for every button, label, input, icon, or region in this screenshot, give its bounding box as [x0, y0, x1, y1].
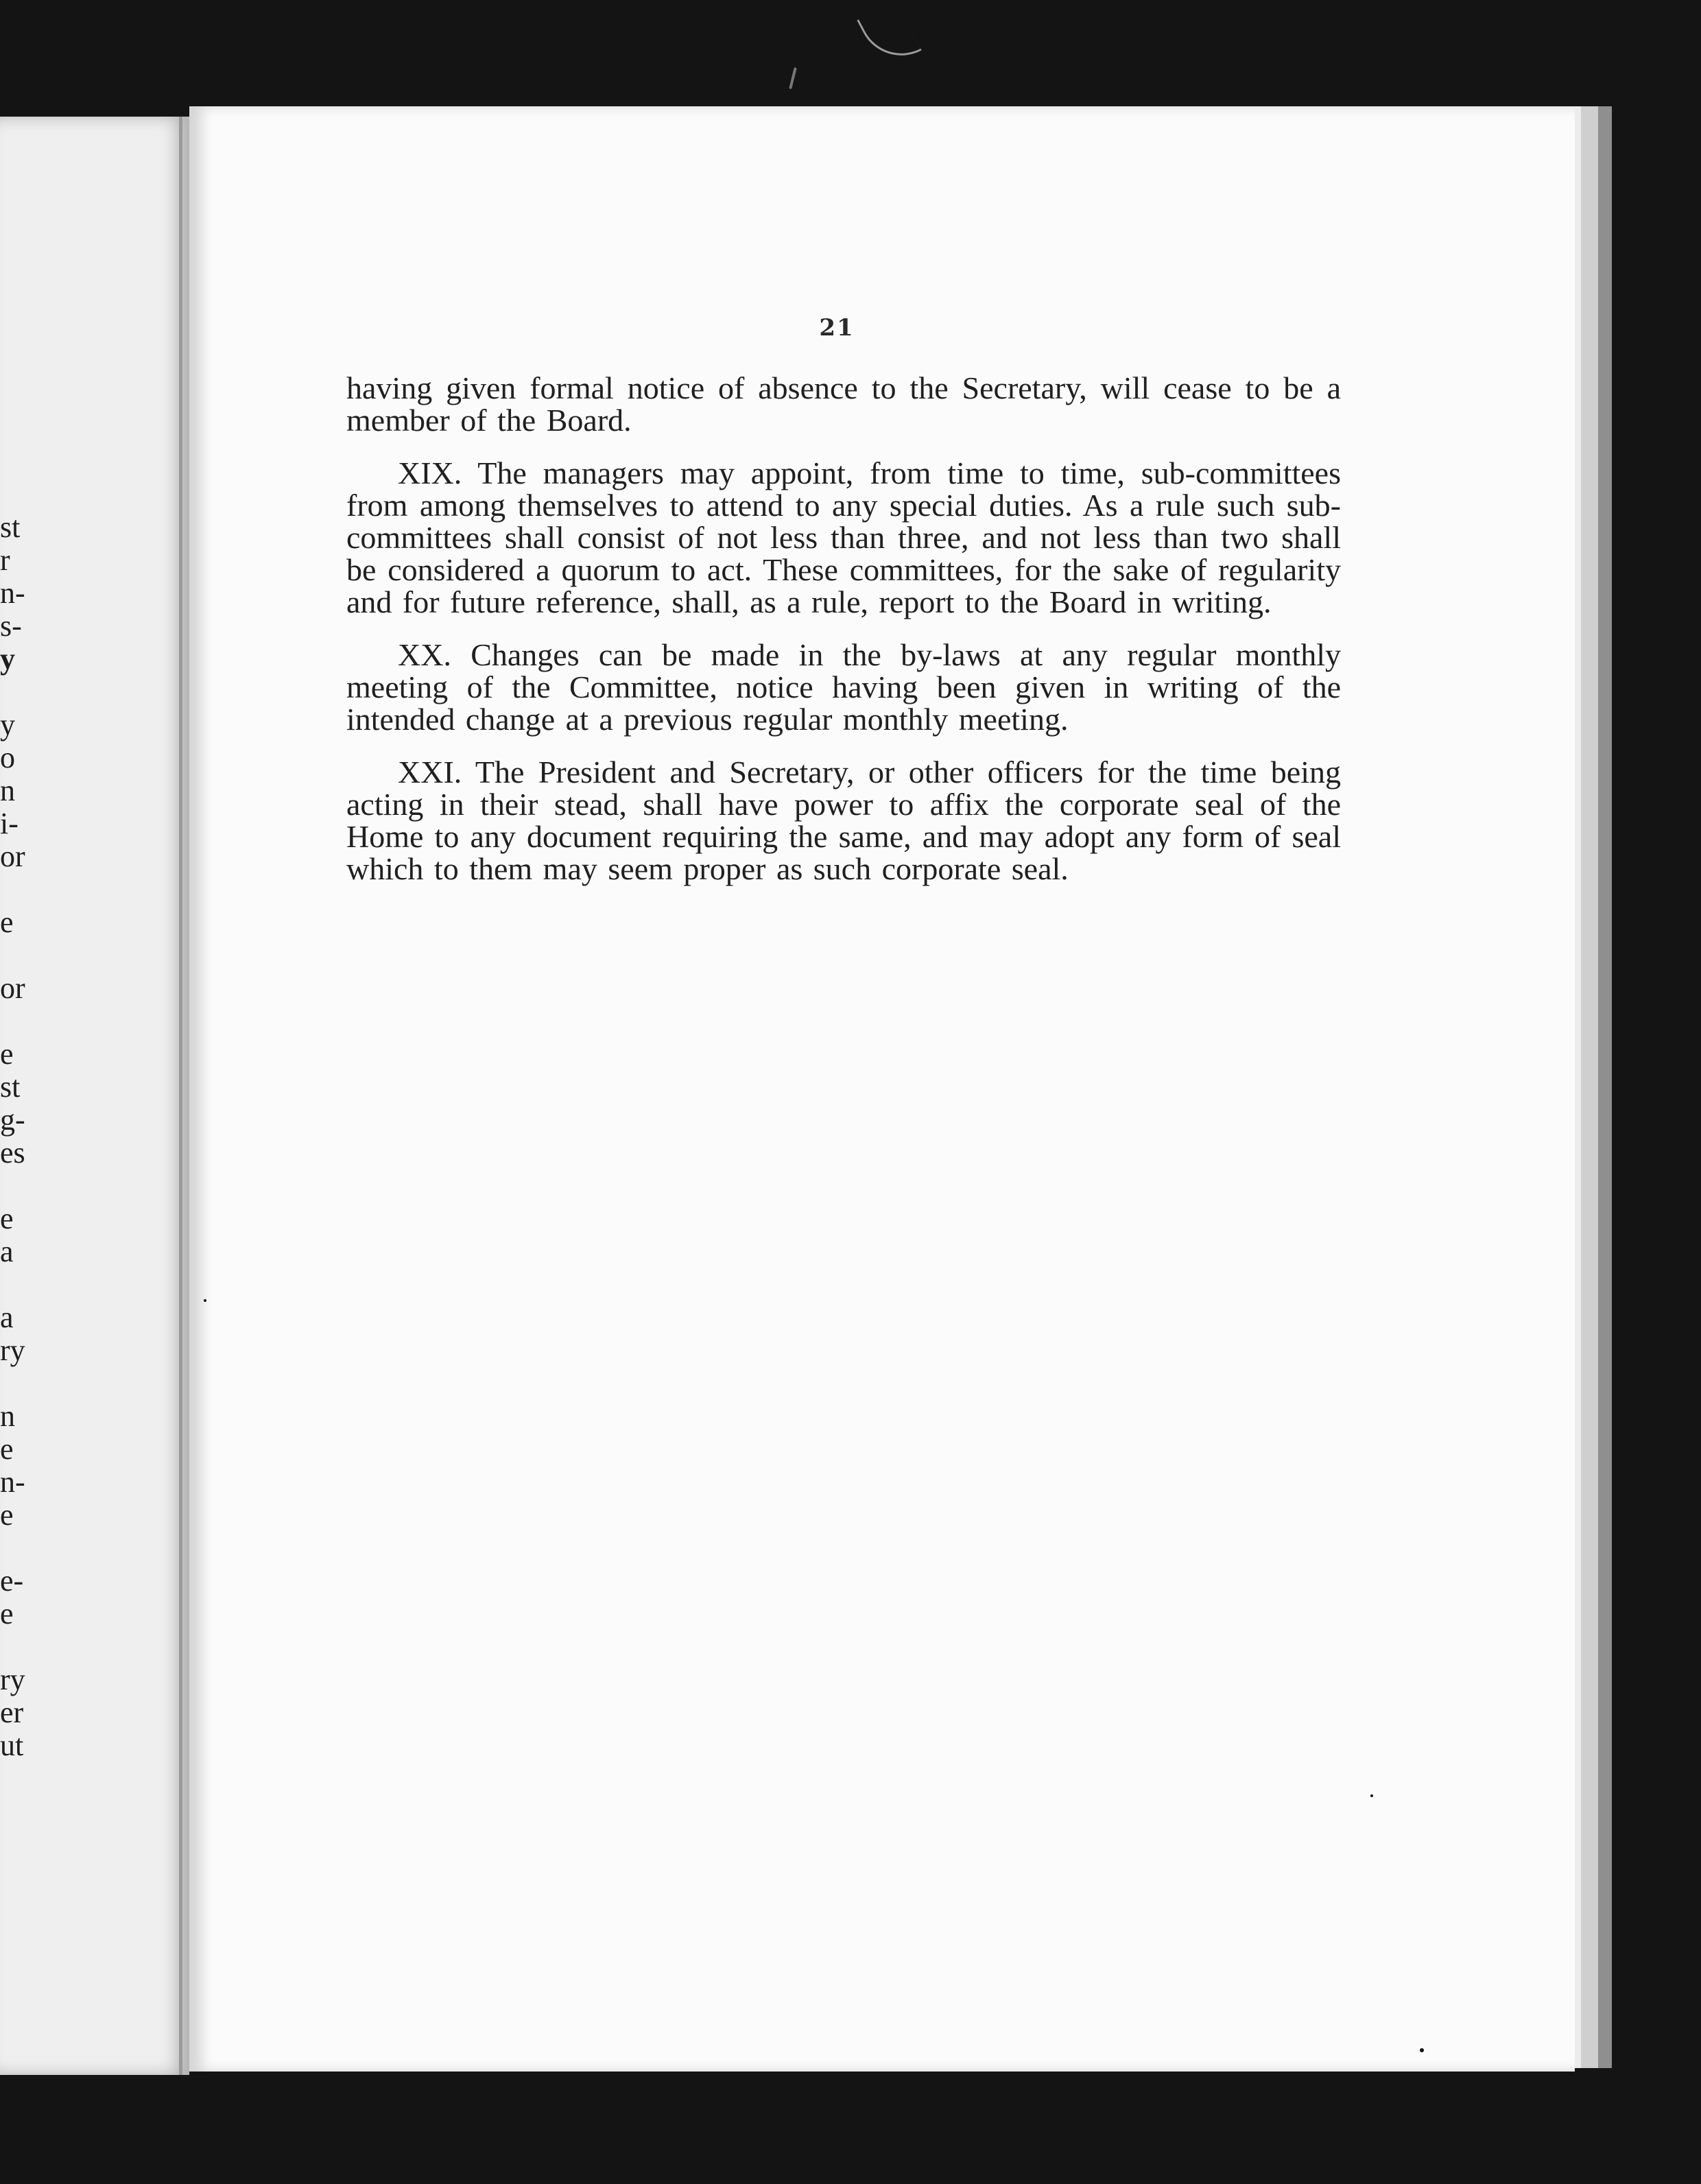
left-page-gutter-line	[179, 117, 182, 2075]
left-fragment-line: y	[0, 642, 15, 676]
left-fragment-line	[0, 873, 69, 906]
page-body-text	[346, 372, 1341, 905]
left-fragment-line: ry	[0, 1333, 25, 1367]
left-fragment-line: e-	[0, 1564, 24, 1598]
paragraph-article-xx: XX. Changes can be made in the by-laws at any regular monthly meeting of the Committee, notice having been given in writing of the intended change at a previous regular monthly meeting.	[346, 637, 1341, 737]
dust-speck	[1370, 1794, 1373, 1797]
page-edge-stack	[1598, 106, 1612, 2068]
left-fragment-line: r	[0, 543, 10, 577]
left-fragment-line: st	[0, 1070, 21, 1104]
left-fragment-line: or	[0, 971, 25, 1005]
left-fragment-line: a	[0, 1301, 14, 1334]
left-fragment-line: e	[0, 1202, 14, 1235]
left-fragment-line: n-	[0, 1465, 25, 1499]
paragraph-article-xix: XIX. The managers may appoint, from time to time, sub-committees from among themselves to attend to any special duties. As a rule such sub-committees shall consist of not less than three, and not less than two shall be considered a quorum to act. These committees, for the sake of regularity and for future reference, shall, as a rule, report to the Board in writing.	[346, 455, 1341, 619]
left-fragment-line: ry	[0, 1663, 25, 1696]
left-fragment-line: y	[0, 708, 15, 741]
left-fragment-line: n	[0, 1399, 15, 1433]
left-fragment-line	[0, 1367, 69, 1400]
dust-speck	[789, 67, 797, 89]
dust-speck	[204, 1299, 206, 1302]
left-fragment-line: es	[0, 1136, 25, 1170]
page-edge-stack	[1581, 106, 1598, 2068]
left-fragment-line: er	[0, 1696, 24, 1729]
left-fragment-line: e	[0, 1037, 14, 1071]
left-fragment-line	[0, 1532, 69, 1565]
paragraph-continuation: having given formal notice of absence to the Secretary, will cease to be a member of the Board.	[346, 370, 1341, 438]
left-fragment-line: e	[0, 1498, 14, 1532]
left-fragment-line: g-	[0, 1103, 25, 1137]
left-fragment-line: e	[0, 905, 14, 939]
left-fragment-line: n-	[0, 576, 25, 610]
left-fragment-line: or	[0, 840, 25, 873]
left-page-text-fragments	[0, 511, 69, 1762]
left-fragment-line: i-	[0, 807, 19, 840]
paper-crease-mark	[857, 0, 922, 71]
page-number: 21	[819, 314, 855, 342]
left-fragment-line	[0, 939, 69, 972]
left-fragment-line	[0, 1630, 69, 1663]
left-fragment-line	[0, 676, 69, 709]
left-fragment-line: o	[0, 741, 15, 774]
left-fragment-line	[0, 1005, 69, 1038]
left-fragment-line: n	[0, 774, 15, 807]
left-fragment-line	[0, 1268, 69, 1301]
left-fragment-line: st	[0, 510, 21, 544]
left-fragment-line: e	[0, 1597, 14, 1630]
dust-speck	[1420, 2048, 1424, 2052]
left-page	[0, 117, 189, 2075]
paragraph-article-xxi: XXI. The President and Secretary, or other officers for the time being acting in their stead, shall have power to affix the corporate seal of the Home to any document requiring the same, and may adopt any form of seal which to them may seem proper as such corporate seal.	[346, 755, 1341, 886]
left-fragment-line: e	[0, 1432, 14, 1466]
left-fragment-line: ut	[0, 1729, 24, 1762]
left-fragment-line: s-	[0, 609, 22, 643]
left-fragment-line: a	[0, 1235, 14, 1268]
left-fragment-line	[0, 1170, 69, 1202]
